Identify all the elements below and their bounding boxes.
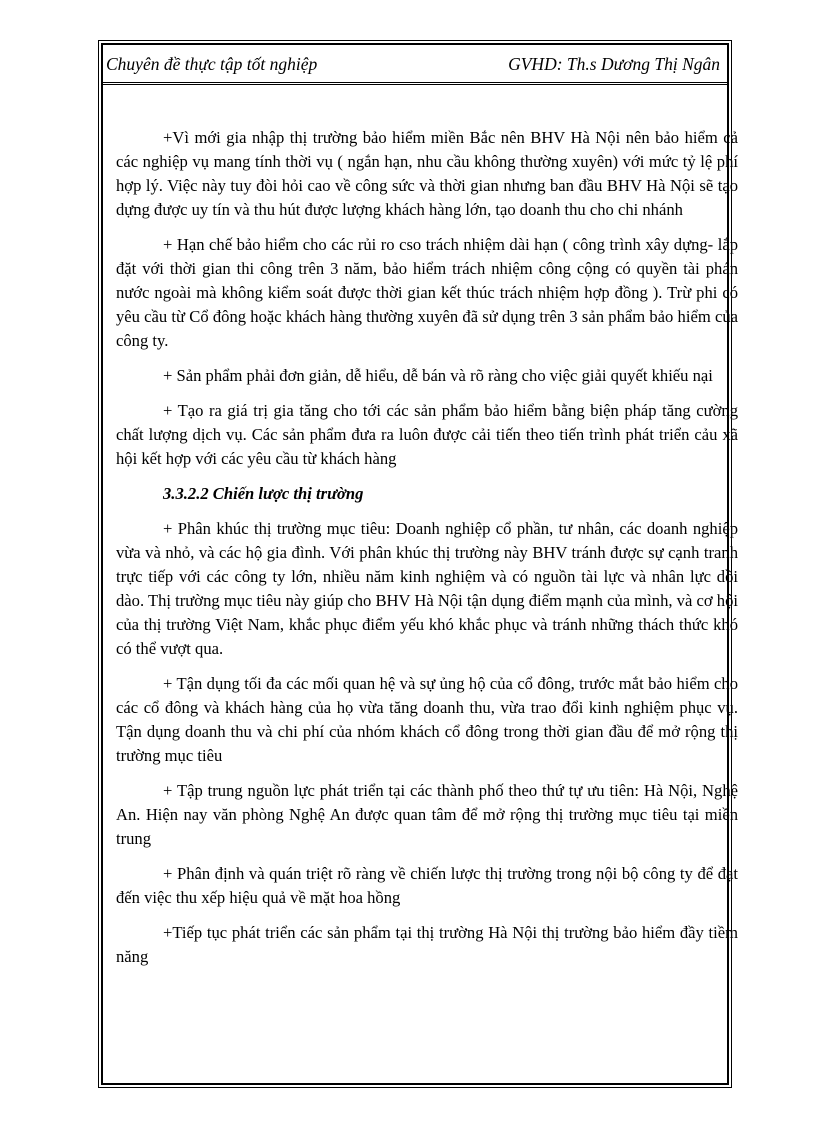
document-body (116, 126, 738, 980)
paragraph: + Tập trung nguồn lực phát triển tại các thành phố theo thứ tự ưu tiên: Hà Nội, Nghệ An. Hiện nay văn phòng Nghệ An được quan tâm để mở rộng thị trường mục tiêu tại miền trung (116, 781, 738, 848)
page-header (106, 52, 720, 76)
header-title: Chuyên đề thực tập tốt nghiệp (106, 54, 318, 74)
header-divider (102, 82, 728, 85)
paragraph: +Vì mới gia nhập thị trường bảo hiểm miền Bắc nên BHV Hà Nội nên bảo hiểm cả các nghiệp vụ mang tính thời vụ ( ngắn hạn, nhu cầu không thường xuyên) với mức tỷ lệ phí hợp lý. Việc này tuy đòi hỏi cao về công sức và thời gian nhưng ban đầu BHV Hà Nội sẽ tạo dựng được uy tín và thu hút được lượng khách hàng lớn, tạo doanh thu cho chi nhánh (116, 128, 738, 219)
paragraph: + Tạo ra giá trị gia tăng cho tới các sản phẩm bảo hiểm bằng biện pháp tăng cường chất lượng dịch vụ. Các sản phẩm đưa ra luôn được cải tiến theo tiến trình phát triển cảu xã hội kết hợp với các yêu cầu từ khách hàng (116, 401, 738, 468)
section-heading: 3.3.2.2 Chiến lược thị trường (163, 484, 364, 503)
paragraph: + Hạn chế bảo hiểm cho các rủi ro cso trách nhiệm dài hạn ( công trình xây dựng- lắp đặt với thời gian thi công trên 3 năm, bảo hiểm trách nhiệm công cộng có quyền tài phán nước ngoài mà không kiểm soát được thời gian kết thúc trách nhiệm hợp đồng ). Trừ phi có yêu cầu từ Cổ đông hoặc khách hàng thường xuyên đã sử dụng trên 3 sản phẩm bảo hiểm của công ty. (116, 235, 738, 350)
paragraph: + Phân khúc thị trường mục tiêu: Doanh nghiệp cổ phần, tư nhân, các doanh nghiệp vừa và nhỏ, và các hộ gia đình. Với phân khúc thị trường này BHV tránh được sự cạnh tranh trực tiếp với các công ty lớn, nhiều năm kinh nghiệm và có nguồn tài lực và nhân lực dồi dào. Thị trường mục tiêu này giúp cho BHV Hà Nội tận dụng điểm mạnh của mình, và cơ hội của thị trường Việt Nam, khắc phục điểm yếu khó khắc phục và tránh những thách thức khó có thể vượt qua. (116, 519, 738, 658)
paragraph: + Tận dụng tối đa các mối quan hệ và sự ủng hộ của cổ đông, trước mắt bảo hiểm cho các cổ đông và khách hàng của họ vừa tăng doanh thu, vừa trao đổi kinh nghiệm phục vụ. Tận dụng doanh thu và chi phí của nhóm khách cổ đông trong thời gian đầu để mở rộng thị trường mục tiêu (116, 674, 738, 765)
paragraph: + Phân định và quán triệt rõ ràng về chiến lược thị trường trong nội bộ công ty để đạt đến việc thu xếp hiệu quả về mặt hoa hồng (116, 864, 738, 907)
paragraph: + Sản phẩm phải đơn giản, dễ hiểu, dễ bán và rõ ràng cho việc giải quyết khiếu nại (163, 366, 713, 385)
header-supervisor: GVHD: Th.s Dương Thị Ngân (508, 54, 720, 74)
paragraph: +Tiếp tục phát triển các sản phẩm tại thị trường Hà Nội thị trường bảo hiểm đầy tiềm năng (116, 923, 738, 966)
